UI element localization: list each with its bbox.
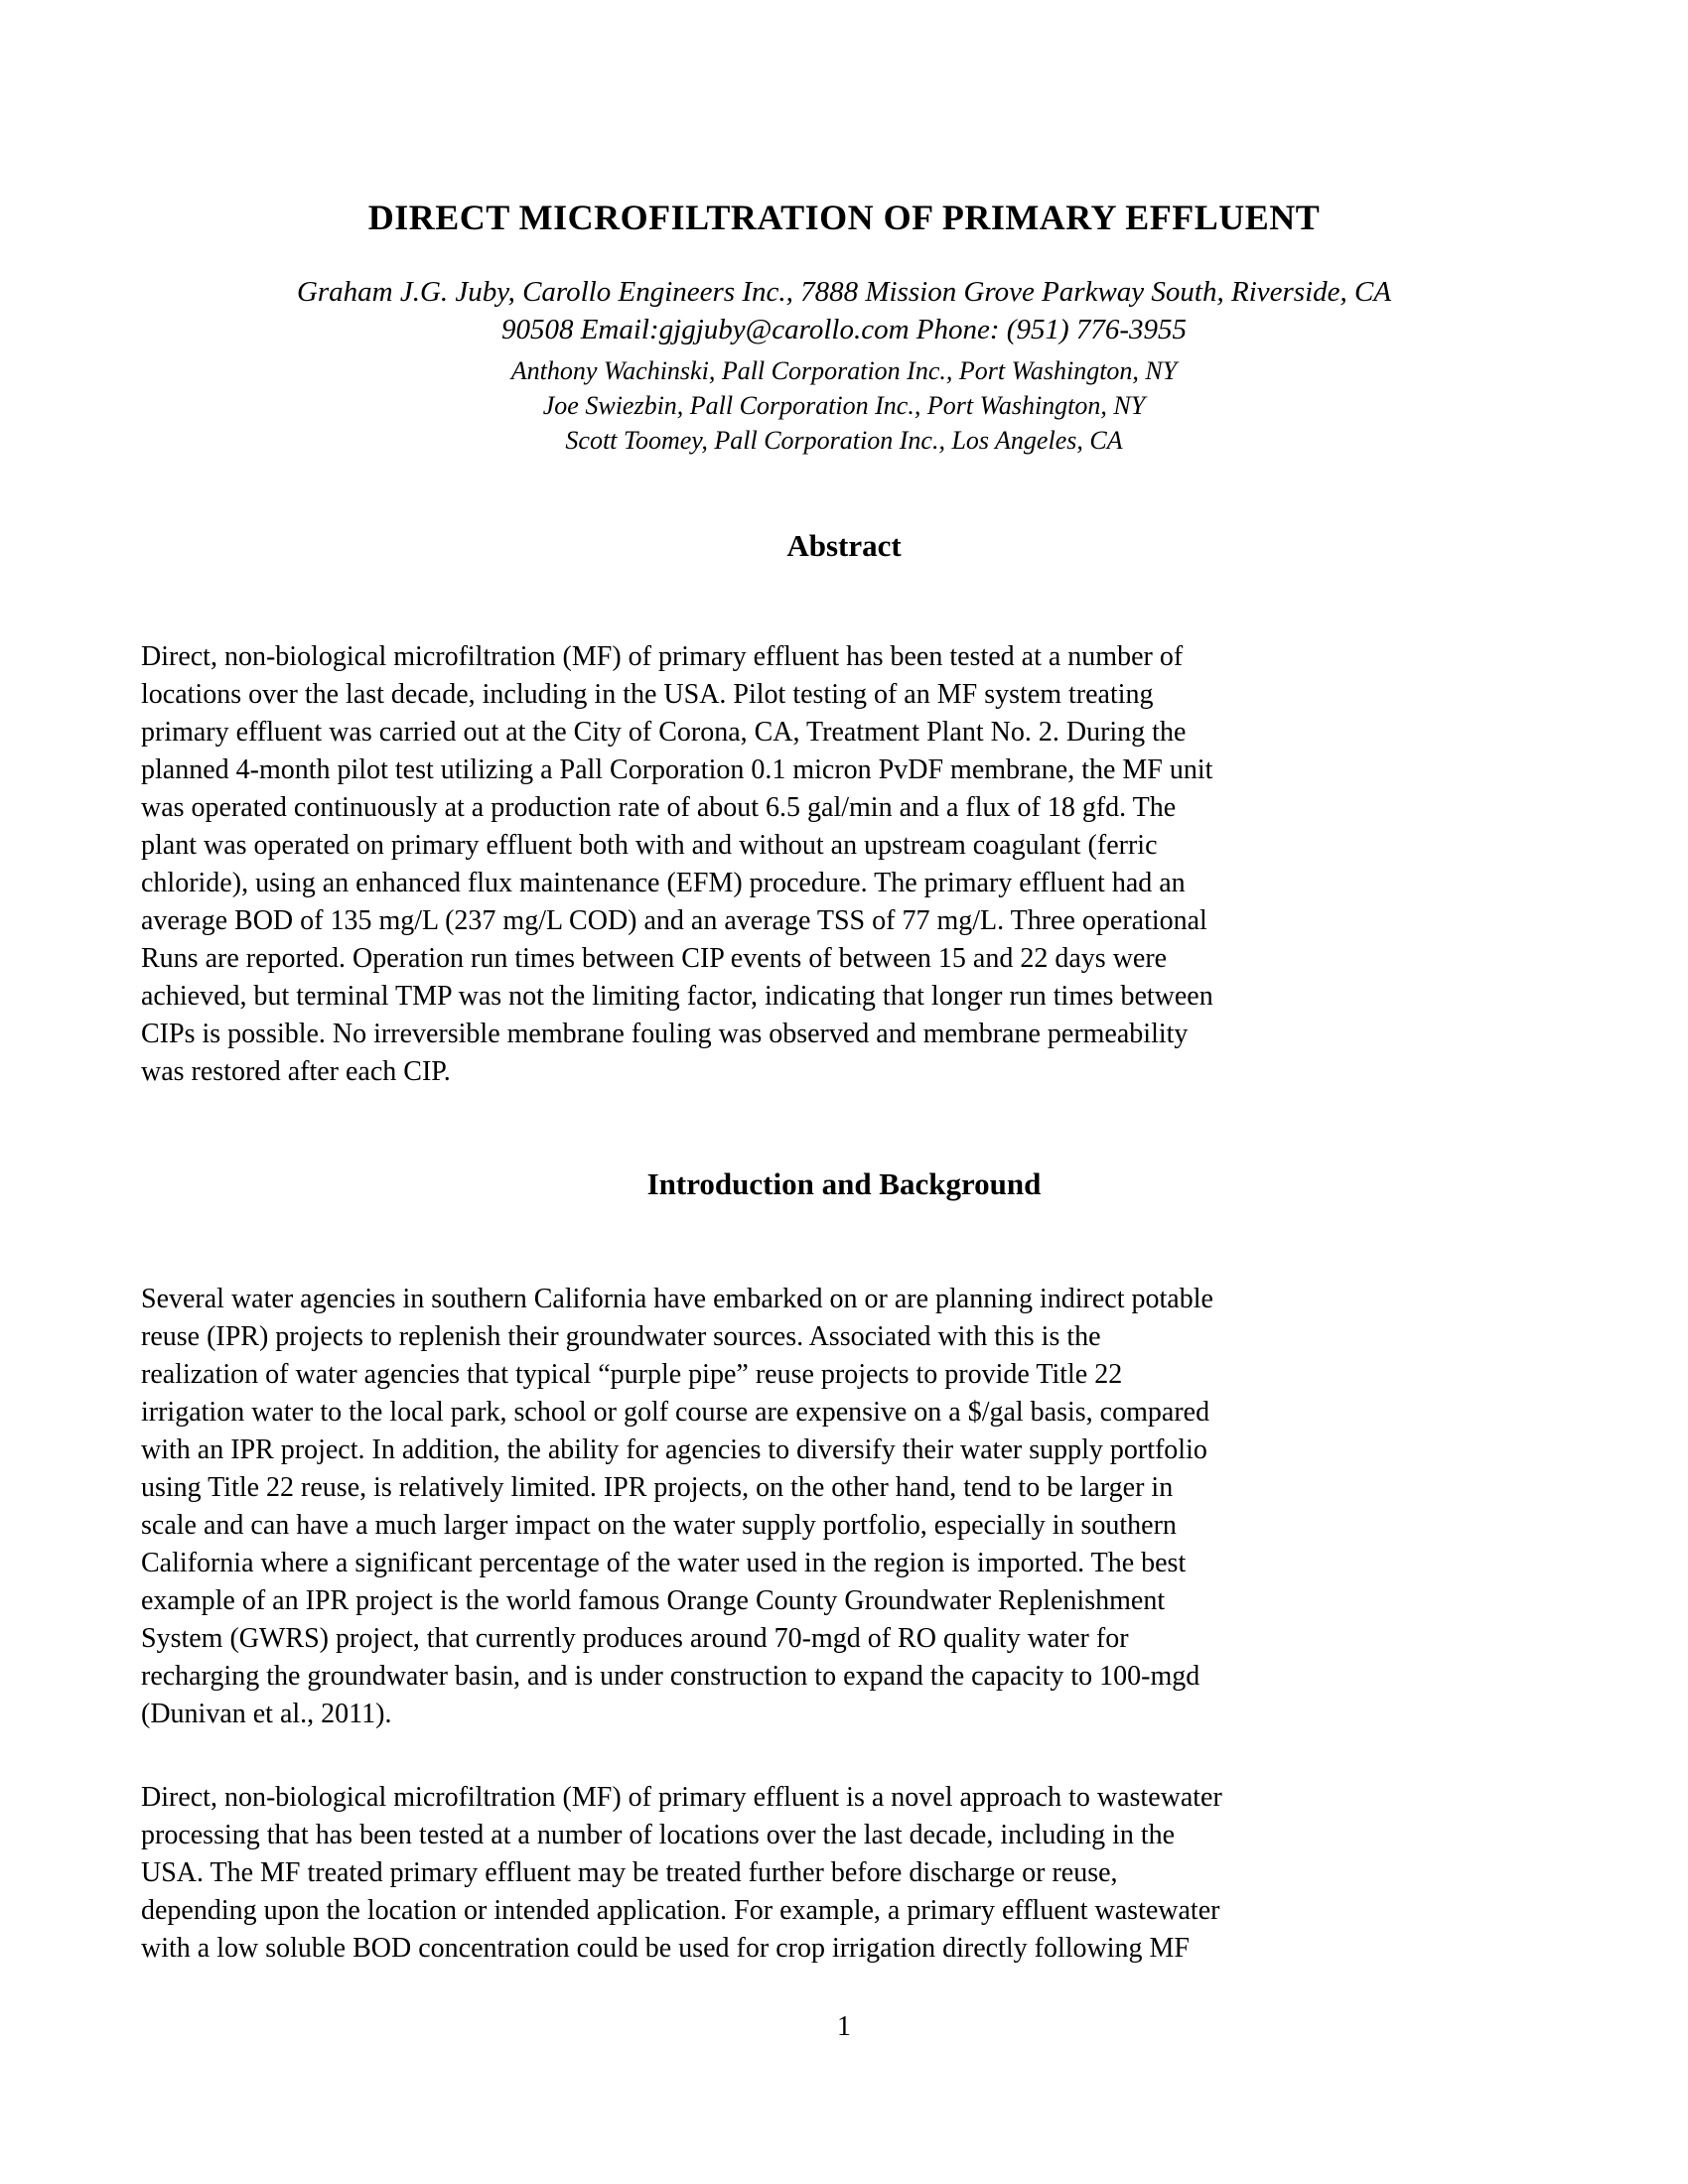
- intro-text-line: reuse (IPR) projects to replenish their groundwater sources. Associated with this is the: [141, 1321, 1101, 1352]
- abstract-text-line: average BOD of 135 mg/L (237 mg/L COD) and an average TSS of 77 mg/L. Three operational: [141, 905, 1207, 936]
- abstract-text-line: was restored after each CIP.: [141, 1056, 451, 1087]
- intro-text-line: California where a significant percentage of the water used in the region is imported. The best: [141, 1548, 1187, 1578]
- page-number: 1: [837, 2011, 851, 2042]
- author-line: 90508 Email:gjgjuby@carollo.com Phone: (951) 776-3955: [500, 314, 1188, 345]
- intro-text-line: Direct, non-biological microfiltration (MF) of primary effluent is a novel approach to wastewater: [141, 1782, 1222, 1813]
- author-line: Graham J.G. Juby, Carollo Engineers Inc., 7888 Mission Grove Parkway South, Riverside, CA: [296, 276, 1392, 308]
- intro-paragraph-1: [141, 1281, 1559, 1733]
- abstract-text-line: Direct, non-biological microfiltration (MF) of primary effluent has been tested at a number of: [141, 641, 1184, 672]
- intro-text-line: with an IPR project. In addition, the ability for agencies to diversify their water supply portfolio: [141, 1434, 1207, 1465]
- intro-text-line: scale and can have a much larger impact on the water supply portfolio, especially in southern: [141, 1510, 1177, 1541]
- abstract-text-line: planned 4-month pilot test utilizing a Pall Corporation 0.1 micron PvDF membrane, the MF unit: [141, 754, 1213, 785]
- intro-text-line: (Dunivan et al., 2011).: [141, 1699, 392, 1729]
- paper-title: DIRECT MICROFILTRATION OF PRIMARY EFFLUENT: [367, 198, 1321, 237]
- abstract-text-line: CIPs is possible. No irreversible membrane fouling was observed and membrane permeability: [141, 1019, 1189, 1049]
- intro-text-line: recharging the groundwater basin, and is under construction to expand the capacity to 100-mgd: [141, 1661, 1200, 1692]
- section-heading-introduction: Introduction and Background: [646, 1166, 1042, 1201]
- abstract-text-line: chloride), using an enhanced flux maintenance (EFM) procedure. The primary effluent had an: [141, 868, 1186, 898]
- abstract-text-line: Runs are reported. Operation run times between CIP events of between 15 and 22 days were: [141, 943, 1168, 974]
- intro-text-line: Several water agencies in southern California have embarked on or are planning indirect potable: [141, 1284, 1213, 1314]
- intro-text-line: System (GWRS) project, that currently produces around 70-mgd of RO quality water for: [141, 1623, 1129, 1654]
- abstract-text-line: achieved, but terminal TMP was not the limiting factor, indicating that longer run times between: [141, 981, 1213, 1012]
- intro-text-line: with a low soluble BOD concentration could be used for crop irrigation directly following MF: [141, 1933, 1191, 1964]
- abstract-text-line: plant was operated on primary effluent both with and without an upstream coagulant (ferric: [141, 830, 1158, 861]
- intro-text-line: using Title 22 reuse, is relatively limited. IPR projects, on the other hand, tend to be larger in: [141, 1472, 1174, 1503]
- intro-text-line: depending upon the location or intended application. For example, a primary effluent wastewater: [141, 1895, 1220, 1926]
- intro-text-line: processing that has been tested at a number of locations over the last decade, including in the: [141, 1820, 1176, 1850]
- abstract-text-line: locations over the last decade, including in the USA. Pilot testing of an MF system treating: [141, 679, 1154, 710]
- intro-text-line: irrigation water to the local park, school or golf course are expensive on a $/gal basis, compared: [141, 1397, 1210, 1428]
- author-line: Anthony Wachinski, Pall Corporation Inc., Port Washington, NY: [510, 356, 1178, 385]
- author-line: Scott Toomey, Pall Corporation Inc., Los Angeles, CA: [565, 426, 1123, 455]
- abstract-text-line: primary effluent was carried out at the City of Corona, CA, Treatment Plant No. 2. During the: [141, 717, 1187, 748]
- intro-paragraph-2: [141, 1779, 1559, 1968]
- author-block-primary: [0, 273, 1688, 348]
- abstract-paragraph: [141, 638, 1559, 1091]
- intro-text-line: USA. The MF treated primary effluent may be treated further before discharge or reuse,: [141, 1857, 1118, 1888]
- abstract-text-line: was operated continuously at a production rate of about 6.5 gal/min and a flux of 18 gfd. The: [141, 792, 1177, 823]
- author-line: Joe Swiezbin, Pall Corporation Inc., Port Washington, NY: [542, 391, 1146, 420]
- section-heading-abstract: Abstract: [786, 528, 902, 563]
- intro-text-line: realization of water agencies that typical “purple pipe” reuse projects to provide Title 22: [141, 1359, 1123, 1390]
- author-block-secondary: [0, 353, 1688, 458]
- intro-text-line: example of an IPR project is the world famous Orange County Groundwater Replenishment: [141, 1585, 1166, 1616]
